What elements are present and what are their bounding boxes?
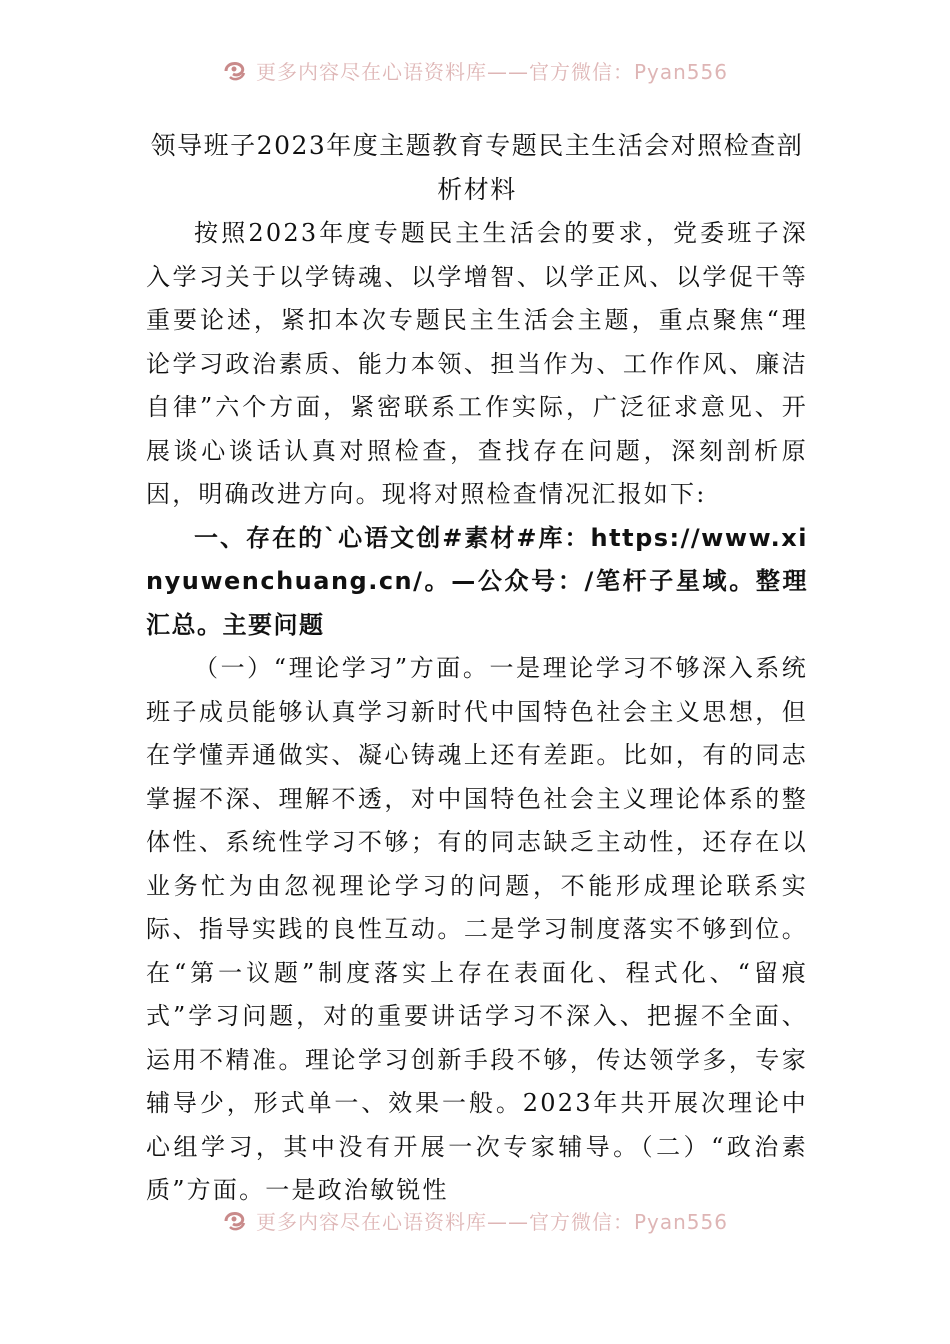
watermark-text: 更多内容尽在心语资料库——官方微信：Pyan556 bbox=[255, 1209, 728, 1234]
watermark-header bbox=[0, 52, 950, 88]
document-body bbox=[146, 124, 808, 1213]
intro-paragraph: 按照2023年度专题民主生活会的要求，党委班子深入学习关于以学铸魂、以学增智、以学正风、以学促干等重要论述，紧扣本次专题民主生活会主题，重点聚焦“理论学习政治素质、能力本领、担当作为、工作作风、廉洁自律”六个方面，紧密联系工作实际，广泛征求意见、开展谈心谈话认真对照检查，查找存在问题，深刻剖析原因，明确改进方向。现将对照检查情况汇报如下: bbox=[146, 219, 808, 508]
body-paragraph: （一）“理论学习”方面。一是理论学习不够深入系统班子成员能够认真学习新时代中国特色社会主义思想，但在学懂弄通做实、凝心铸魂上还有差距。比如，有的同志掌握不深、理解不透，对中国特色社会主义理论体系的整体性、系统性学习不够；有的同志缺乏主动性，还存在以业务忙为由忽视理论学习的问题，不能形成理论联系实际、指导实践的良性互动。二是学习制度落实不够到位。在“第一议题”制度落实上存在表面化、程式化、“留痕式”学习问题，对的重要讲话学习不深入、把握不全面、运用不精准。理论学习创新手段不够，传达领学多，专家辅导少，形式单一、效果一般。2023年共开展次理论中心组学习，其中没有开展一次专家辅导。（二）“政治素质”方面。一是政治敏锐性 bbox=[146, 654, 808, 1204]
watermark-footer bbox=[0, 1202, 950, 1238]
document-title: 领导班子2023年度主题教育专题民主生活会对照检查剖析材料 bbox=[150, 131, 804, 204]
watermark-text: 更多内容尽在心语资料库——官方微信：Pyan556 bbox=[255, 59, 728, 84]
swirl-logo-icon bbox=[222, 1207, 248, 1233]
swirl-logo-icon bbox=[222, 57, 248, 83]
section-heading: 一、存在的`心语文创#素材#库：https://www.xinyuwenchuang.cn/。—公众号：/笔杆子星域。整理汇总。主要问题 bbox=[146, 523, 808, 639]
